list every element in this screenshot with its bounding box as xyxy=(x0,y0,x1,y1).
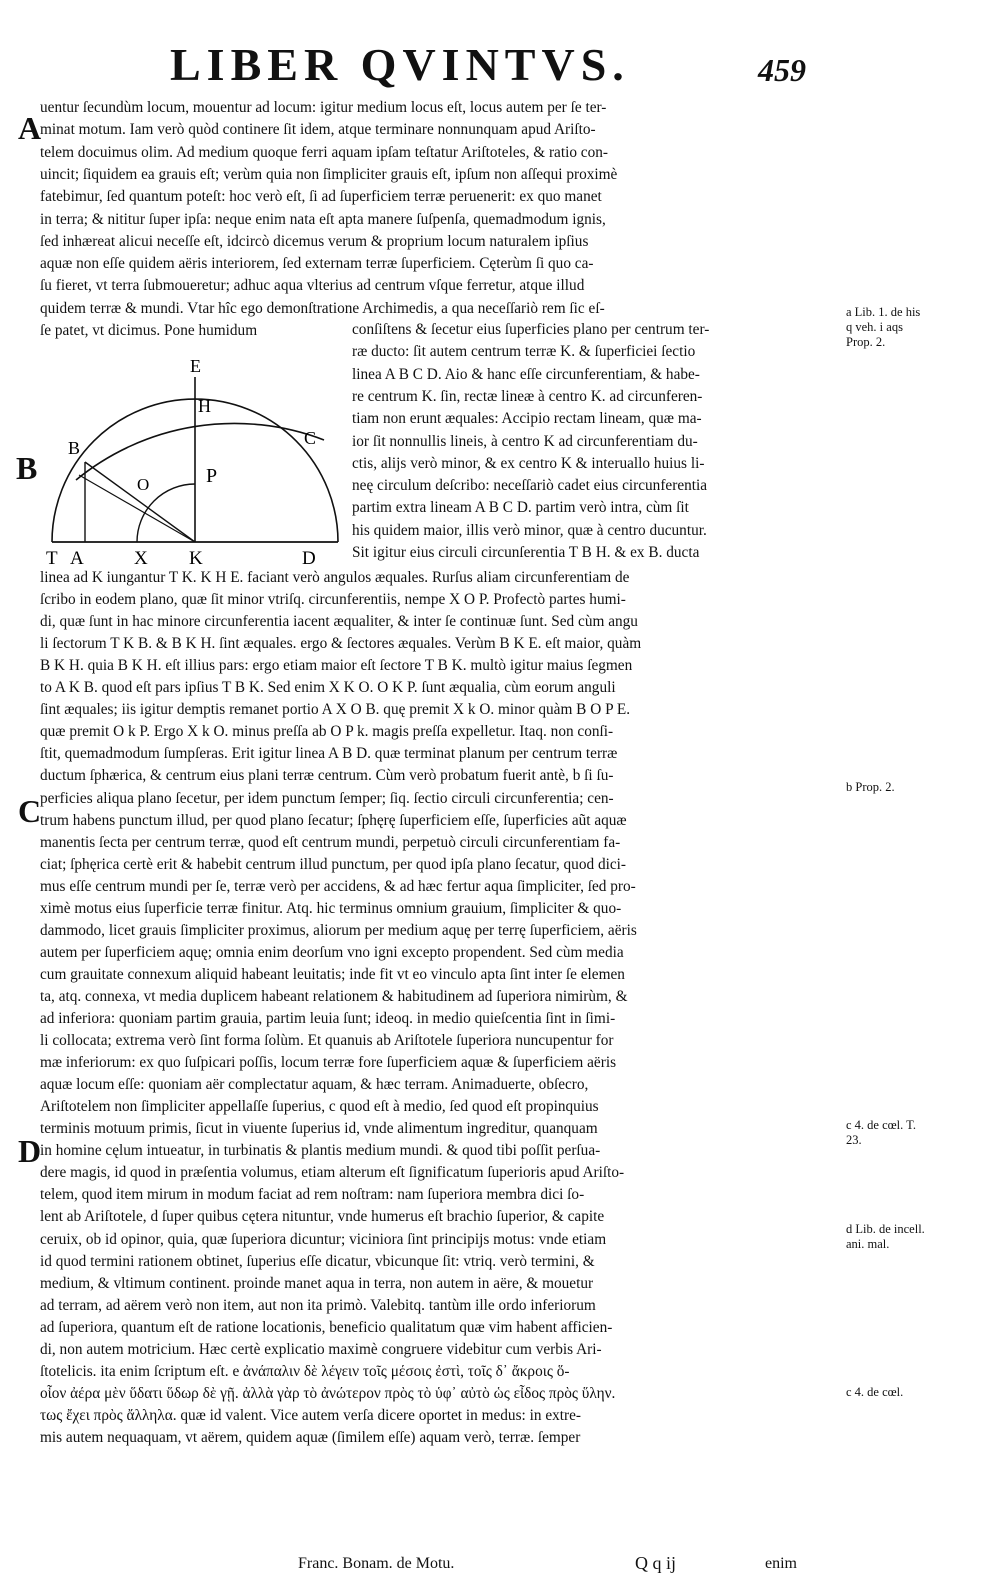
text-line: manentis ſecta per centrum terræ, quod eſt centrum mundi, perpetuò circuli circunferentiam fa- xyxy=(40,833,621,851)
text-line: re centrum K. ſin, rectæ lineæ à centro K. ad circunferen- xyxy=(352,387,703,405)
text-line: ſed inhæreat alicui neceſſe eſt, idcircò dicemus verum & proprium locum naturalem ipſius xyxy=(40,232,589,250)
margin-note: c 4. de cœl. xyxy=(846,1385,904,1399)
label-h: H xyxy=(198,396,211,416)
text-line: ræ ducto: ſit autem centrum terræ K. & ſuperficiei ſectio xyxy=(352,343,696,361)
label-t: T xyxy=(46,548,58,569)
text-line: ſcribo in eodem plano, quæ ſit minor vtriſq. circunferentiis, nempe X O P. Profectò partes humi- xyxy=(40,591,626,609)
text-line: mæ inferiorum: ex quo ſuſpicari poſſis, locum terræ fore ſuperficiem aquæ & ſuperficiem aëris xyxy=(40,1054,617,1072)
label-k: K xyxy=(189,548,203,569)
text-line: minat motum. Iam verò quòd continere ſit idem, atque terminare nonnunquam apud Ariſto- xyxy=(40,121,596,139)
text-line: quidem terræ & mundi. Vtar hîc ego demonſtratione Archimedis, a qua neceſſariò rem ſic eſ- xyxy=(40,299,605,317)
text-line: cum grauitate connexum aliquid habeant leuitatis; inde fit vt eo vinculo apta ſint inter ſe elemen xyxy=(40,965,625,983)
label-d: D xyxy=(302,548,316,569)
margin-note: a Lib. 1. de his q veh. i aqs Prop. 2. xyxy=(846,305,921,349)
text-line: ior ſit nonnullis lineis, à centro K ad circunferentiam du- xyxy=(352,432,698,450)
text-line: tiam non erunt æquales: Accipio rectam lineam, quæ ma- xyxy=(352,410,702,428)
text-line: autem per ſuperficiem aquę; omnia enim deorſum vno igni excepto propendent. Sed cùm media xyxy=(40,943,624,961)
footer-catchword: enim xyxy=(765,1555,797,1572)
page-number: 459 xyxy=(758,52,806,88)
text-line: medium, & vltimum continent. proinde manet aqua in terra, non autem in aëre, & mouetur xyxy=(40,1274,594,1292)
archimedes-diagram xyxy=(40,350,350,575)
text-line: linea ad K iungantur T K. K H E. faciant verò angulos æquales. Rurſus aliam circunferentiam de xyxy=(40,569,630,586)
margin-note: b Prop. 2. xyxy=(846,780,895,794)
text-line: quæ premit O k P. Ergo X k O. minus preſſa ab O P k. magis preſſa expelletur. Itaq. non conſi- xyxy=(40,723,614,741)
text-line: partim extra lineam A B C D. partim verò intra, cùm ſit xyxy=(352,499,689,517)
text-line: ctis, alijs verò minor, & ex centro K & interuallo huius li- xyxy=(352,454,705,472)
label-x: X xyxy=(134,548,148,569)
text-line: ſtotelicis. ita enim ſcriptum eſt. e ἀνάπαλιν δὲ λέγειν τοῖς μέσοις ἐστὶ, τοῖς δ᾽ ἄκροις ὅ- xyxy=(40,1362,570,1380)
text-line: ad inferiora: quoniam partim grauia, partim leuia ſunt; ideoq. in medio quieſcentia ſint in ſimi- xyxy=(40,1010,616,1027)
text-line: his quidem maior, illis verò minor, quæ à centro ducuntur. xyxy=(352,521,707,539)
text-line: aquæ non eſſe quidem aëris interiorem, ſed externam terræ ſuperficiem. Cęterùm ſi quo ca- xyxy=(40,255,594,273)
text-line: in homine cęlum intueatur, in turbinatis & plantis medium mundi. & quod tibi poſſit perſua- xyxy=(40,1142,601,1160)
text-line: li collocata; extrema verò ſint forma ſolùm. Et quanuis ab Ariſtotele ſuperiora nuncupentur for xyxy=(40,1032,614,1050)
label-e: E xyxy=(190,356,201,376)
text-line: uentur ſecundùm locum, mouentur ad locum: igitur medium locus eſt, locus autem per ſe ter- xyxy=(40,99,607,116)
text-line: οἷον ἀέρα μὲν ὕδατι ὕδωρ δὲ γῇ. ἀλλὰ γὰρ τὸ ἀνώτερον πρὸς τὸ ὑφ᾽ αὐτὸ ὡς εἶδος πρὸς ὕλην. xyxy=(40,1384,616,1402)
label-o: O xyxy=(137,475,150,494)
label-a: A xyxy=(70,548,84,569)
text-line: B K H. quia B K H. eſt illius pars: ergo etiam maior eſt ſectore T B K. multò igitur maius ſegmen xyxy=(40,657,633,675)
text-line: uincit; ſiquidem ea grauis eſt; verùm quia non ſimpliciter grauis eſt, ipſum non aſſequi proximè xyxy=(40,165,618,183)
text-line: dere magis, id quod in præſentia volumus, etiam alterum eſt ſignificatum ſuperioris apud Ariſto- xyxy=(40,1164,625,1182)
text-line: ad terram, ad aërem verò non item, aut non ita primò. Valebitq. tantùm ille ordo inferiorum xyxy=(40,1296,596,1314)
text-line: telem, quod item mirum in modum faciat ad rem noſtram: nam ſuperiora membra dici ſo- xyxy=(40,1186,585,1204)
text-line: perficies aliqua plano ſecetur, per idem punctum ſemper; ſiq. ſectio circuli circunferentia; cen- xyxy=(40,789,614,807)
text-line: aquæ locum eſſe: quoniam aër complectatur aquam, & hæc terram. Animaduerte, obſecro, xyxy=(40,1076,589,1094)
text-line: telem docuimus olim. Ad medium quoque ferri aquam ipſam teſtatur Ariſtoteles, & ratio con- xyxy=(40,143,608,161)
text-line: in terra; & nititur ſuper ipſa: neque enim nata eſt apta manere ſuſpenſa, quemadmodum ignis, xyxy=(40,210,606,228)
text-line: lent ab Ariſtotele, d ſuper quibus cętera nituntur, vnde humerus eſt brachio ſuperior, & capite xyxy=(40,1208,605,1226)
text-line: Sit igitur eius circuli circunſerentia T B H. & ex B. ducta xyxy=(352,544,700,561)
text-line: neę circulum deſcribo: neceſſariò cadet eius circunferentia xyxy=(352,477,708,495)
text-line: trum habens punctum illud, per quod plano ſecatur; ſphęrę ſuperficiem eſſe, ſuperficies aũt aquæ xyxy=(40,811,627,829)
text-line: fatebimur, ſed quantum poteſt: hoc verò eſt, ſi ad ſuperficiem terræ peruenerit: ex quo manet xyxy=(40,188,602,206)
text-line: ceruix, ob id opinor, quia, quæ ſuperiora dicuntur; viciniora ſint principijs motus: vnde etiam xyxy=(40,1230,607,1248)
label-c: C xyxy=(304,428,317,448)
footer-source: Franc. Bonam. de Motu. xyxy=(298,1555,455,1572)
text-line: ductum ſphærica, & centrum eius plani terræ centrum. Cùm verò probatum fuerit antè, b ſi ſu- xyxy=(40,767,614,785)
text-line: τως ἔχει πρὸς ἄλληλα. quæ id valent. Vice autem verſa dicere oportet in medus: in extre- xyxy=(40,1406,581,1424)
text-line: mus eſſe centrum mundi per ſe, terræ verò per accidens, & ad hæc fertur aqua ſimpliciter, ſed pro- xyxy=(40,877,636,895)
text-line: ſe patet, vt dicimus. Pone humidum xyxy=(40,322,258,339)
section-letter-c: C xyxy=(18,793,42,829)
text-line: ximè motus eius ſuperficie terræ finitur. Atq. hic terminus omnium grauium, ſimpliciter & quo- xyxy=(40,899,622,917)
text-line: id quod termini rationem obtinet, ſuperius eſſe dicatur, vbicunque ſit: vtriq. verò termini, & xyxy=(40,1252,595,1270)
section-letter-d: D xyxy=(18,1133,42,1169)
text-line: ciat; ſphęrica certè erit & habebit centrum illud punctum, per quod ipſa plano ſecatur, quod dici- xyxy=(40,855,626,873)
text-line: mis autem nequaquam, vt aërem, quidem aquæ (ſimilem eſſe) aquam verò, terræ. ſemper xyxy=(40,1428,581,1446)
text-line: ta, atq. connexa, vt media duplicem habeant relationem & habitudinem ad ſuperiora nimirùm, & xyxy=(40,987,628,1005)
line-bk xyxy=(85,462,195,542)
text-line: terminis motuum primis, ſicut in viuente ſuperius id, vnde alimentum ingreditur, quanquam xyxy=(40,1120,598,1138)
running-head: LIBER QVINTVS. xyxy=(170,39,630,90)
text-line: dammodo, licet grauis ſimpliciter proximus, aliorum per medium aquę per terrę ſuperficiem, aëris xyxy=(40,921,637,939)
label-p: P xyxy=(206,465,218,487)
text-line: linea A B C D. Aio & hanc eſſe circunferentiam, & habe- xyxy=(352,365,700,383)
label-b: B xyxy=(68,438,81,458)
section-letter-a: A xyxy=(18,110,42,146)
margin-note: d Lib. de incell. ani. mal. xyxy=(846,1222,925,1251)
text-line: li ſectorum T K B. & B K H. ſint æquales. ergo & ſectores æquales. Verùm B K E. eſt maior, quàm xyxy=(40,635,642,653)
text-line: ad ſuperiora, quantum eſt de ratione locationis, beneficio qualitatum quæ vim habent afficien- xyxy=(40,1318,613,1336)
section-letter-b: B xyxy=(16,450,38,486)
text-line: to A K B. quod eſt pars ipſius T B K. Sed enim X K O. O K P. ſunt æqualia, cùm eorum anguli xyxy=(40,679,616,697)
text-line: ſtit, quemadmodum ſumpſeras. Erit igitur linea A B D. quæ terminat planum per centrum terræ xyxy=(40,745,618,763)
margin-note: c 4. de cœl. T. 23. xyxy=(846,1118,917,1147)
text-line: ſint æquales; iis igitur demptis remanet portio A X O B. quę premit X k O. minor quàm B O P E. xyxy=(40,701,631,719)
text-line: di, non autem motricium. Hæc certè explicatio maximè congruere videbitur cum verbis Ari- xyxy=(40,1340,602,1358)
footer-signature: Q q ij xyxy=(635,1553,677,1573)
text-line: Ariſtotelem non ſimpliciter appellaſſe ſuperius, c quod eſt à medio, ſed quod eſt propinquius xyxy=(40,1098,599,1116)
text-line: di, quæ ſunt in hac minore circunferentia iacent æqualiter, & inter ſe continuæ ſunt. Sed cùm angu xyxy=(40,613,638,631)
text-line: conſiſtens & ſecetur eius ſuperficies plano per centrum ter- xyxy=(352,321,710,338)
text-line: ſu fieret, vt terra ſubmoueretur; adhuc aqua vlterius ad centrum vſque ferretur, atque illud xyxy=(40,277,585,295)
